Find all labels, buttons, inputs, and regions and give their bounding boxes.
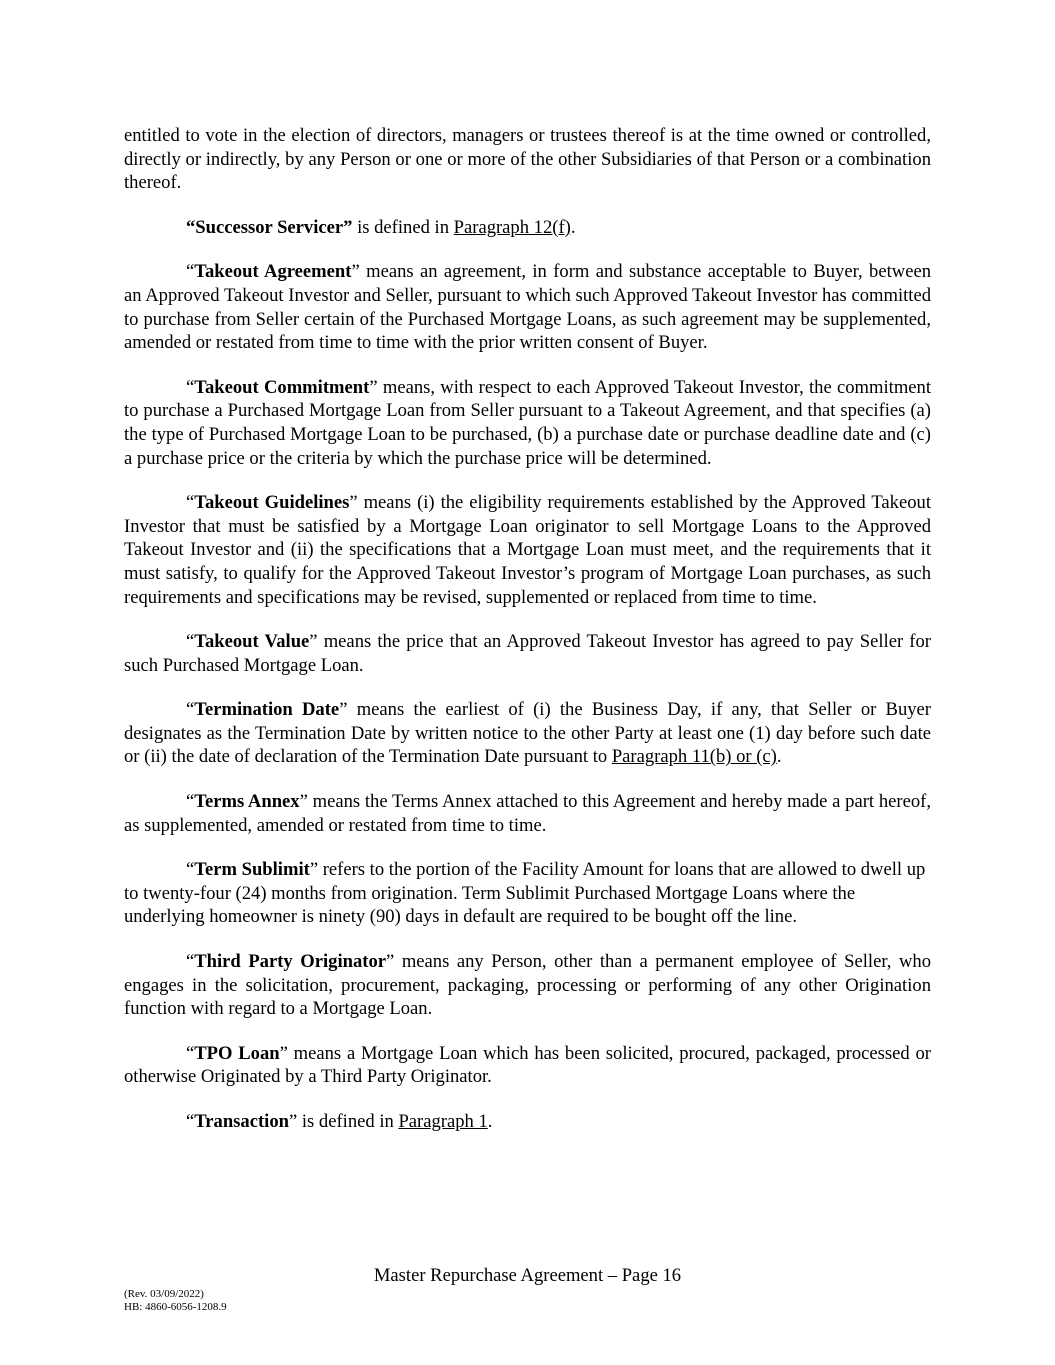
text-run: is defined in: [352, 216, 454, 238]
text-run: .: [776, 746, 782, 768]
paragraph-spacer: [124, 239, 931, 260]
paragraph-spacer: [124, 1021, 931, 1042]
paragraph-spacer: [124, 195, 931, 216]
text-run: ” means the Terms Annex attached to this Agreement and hereby made a part hereof, as supplemented, amended or restated from time to time.: [124, 791, 931, 836]
text-run: ” means (i) the eligibility requirements established by the Approved Takeout Investor that must be satisfied by a Mortgage Loan originator to sell Mortgage Loans to the Approved Takeout Investor and (ii) the specifications that a Mortgage Loan must meet, and the requirements that it must satisfy, to qualify for the Approved Takeout Investor’s program of Mortgage Loan purchases, as such requirements and specifications may be revised, supplemented or replaced from time to time.: [124, 492, 931, 608]
text-run: ” means the price that an Approved Takeout Investor has agreed to pay Seller for such Purchased Mortgage Loan.: [124, 631, 931, 676]
text-run: “: [186, 1042, 195, 1064]
text-run: .: [487, 1111, 493, 1132]
definition-paragraph: [124, 698, 931, 769]
defined-term: Term Sublimit: [194, 859, 310, 881]
defined-term: Takeout Guidelines: [194, 492, 350, 514]
text-run: ” means the earliest of (i) the Business Day, if any, that Seller or Buyer designates as the Termination Date by written notice to the other Party at least one (1) day before such date or (ii) the date of declaration of the Termination Date pursuant to: [124, 699, 931, 768]
definition-paragraph: [124, 1042, 931, 1089]
text-run: ” means a Mortgage Loan which has been solicited, procured, packaged, processed or otherwise Originated by a Third Party Originator.: [124, 1042, 931, 1088]
text-run: “: [186, 631, 195, 653]
cross-reference: Paragraph 12(f): [453, 216, 571, 238]
text-run: ” means, with respect to each Approved Takeout Investor, the commitment to purchase a Purchased Mortgage Loan from Seller pursuant to a Takeout Agreement, and that specifies (a) the type of Purchased Mortgage Loan to be purchased, (b) a purchase date or purchase deadline date and (c) a purchase price or the criteria by which the purchase price will be determined.: [124, 376, 931, 469]
defined-term: Third Party Originator: [194, 951, 387, 973]
paragraph-spacer: [124, 677, 931, 698]
paragraph-spacer: [124, 1089, 931, 1110]
definition-paragraph: [124, 491, 931, 609]
defined-term: “Successor Servicer”: [186, 216, 353, 238]
paragraph-spacer: [124, 769, 931, 790]
text-run: “: [186, 492, 195, 514]
definition-paragraph: [124, 260, 931, 354]
text-run: “: [186, 699, 195, 721]
document-id: HB: 4860-6056-1208.9: [124, 1301, 227, 1313]
text-run: ” means any Person, other than a permanent employee of Seller, who engages in the solicitation, procurement, packaging, processing or performing of any other Origination function with regard to a Mortgage Loan.: [124, 951, 932, 1020]
text-run: entitled to vote in the election of directors, managers or trustees thereof is at the time owned or controlled, directly or indirectly, by any Person or one or more of the other Subsidiaries of that Person or a combination thereof.: [124, 125, 931, 194]
text-run: “: [186, 376, 195, 398]
definition-paragraph: [124, 216, 931, 240]
footer-meta: [124, 1288, 227, 1314]
document-body: [124, 124, 931, 1134]
text-run: .: [570, 216, 576, 238]
defined-term: TPO Loan: [194, 1042, 280, 1064]
defined-term: Takeout Agreement: [194, 261, 352, 283]
revision-date: (Rev. 03/09/2022): [124, 1288, 204, 1300]
text-run: ” refers to the portion of the Facility Amount for loans that are allowed to dwell up to twenty-four (24) months from origination. Term Sublimit Purchased Mortgage Loans where the underlying homeowner is ninety (90) days in default are required to be bought off the line.: [124, 859, 926, 928]
definition-paragraph: [124, 376, 931, 470]
continuation-paragraph: [124, 124, 931, 195]
text-run: ” means an agreement, in form and substance acceptable to Buyer, between an Approved Takeout Investor and Seller, pursuant to which such Approved Takeout Investor has committed to purchase from Seller certain of the Purchased Mortgage Loans, as such agreement may be supplemented, amended or restated from time to time with the prior written consent of Buyer.: [124, 261, 931, 354]
definition-paragraph: [124, 1110, 931, 1134]
definition-paragraph: [124, 630, 931, 677]
definition-paragraph: [124, 790, 931, 837]
paragraph-spacer: [124, 470, 931, 491]
paragraph-spacer: [124, 355, 931, 376]
text-run: “: [186, 859, 195, 881]
text-run: ” is defined in: [288, 1111, 399, 1132]
paragraph-spacer: [124, 609, 931, 630]
text-run: “: [186, 951, 195, 973]
text-run: “: [186, 261, 195, 283]
defined-term: Transaction: [194, 1111, 289, 1132]
cross-reference: Paragraph 1: [398, 1111, 488, 1132]
defined-term: Takeout Value: [194, 631, 310, 653]
definition-paragraph: [124, 950, 931, 1021]
defined-term: Takeout Commitment: [194, 376, 370, 398]
page-footer-title: Master Repurchase Agreement – Page 16: [373, 1265, 682, 1286]
defined-term: Termination Date: [194, 699, 340, 721]
paragraph-spacer: [124, 929, 931, 950]
cross-reference: Paragraph 11(b) or (c): [611, 746, 777, 768]
paragraph-spacer: [124, 837, 931, 858]
defined-term: Terms Annex: [194, 791, 300, 813]
definition-paragraph: [124, 858, 931, 929]
text-run: “: [186, 1111, 195, 1132]
text-run: “: [186, 791, 195, 813]
